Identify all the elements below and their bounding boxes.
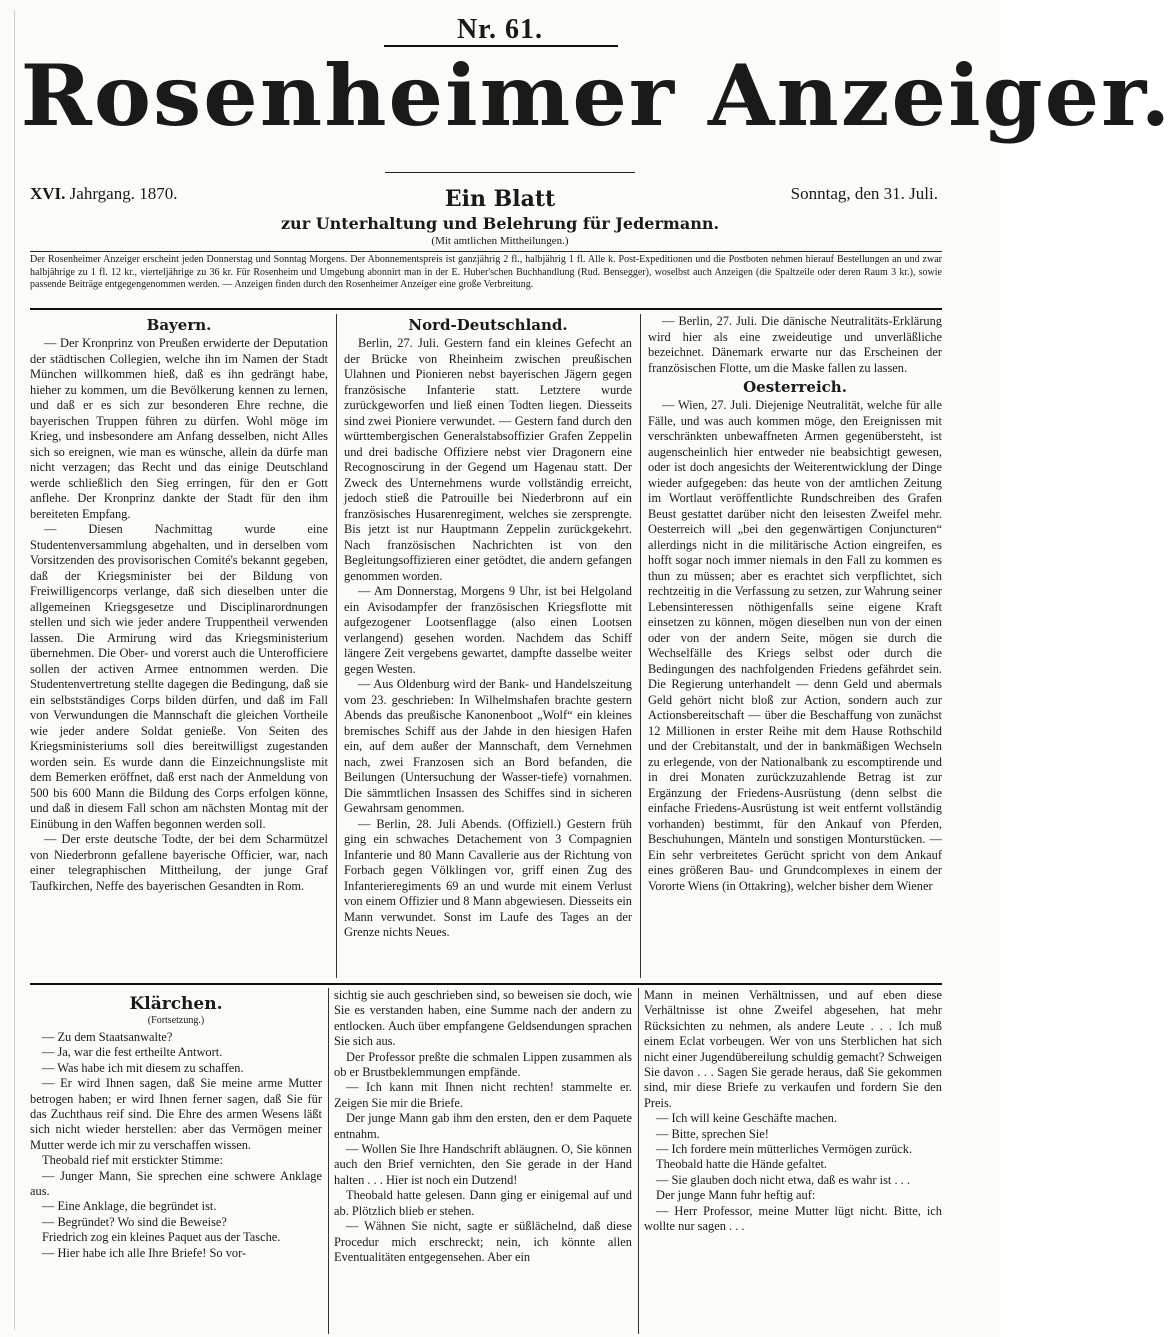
feuilleton-title: Klärchen.	[129, 994, 223, 1014]
section-heading-bayern: Bayern.	[146, 316, 212, 334]
story-paragraph: — Ich will keine Geschäfte machen.	[656, 1111, 837, 1126]
story-paragraph: — Herr Professor, meine Mutter lügt nicht. Bitte, ich wollte nur sagen . . .	[644, 1203, 942, 1234]
article-paragraph: — Aus Oldenburg wird der Bank- und Handelszeitung vom 23. geschrieben: In Wilhelmshafen brachte gestern Abends das preußische Kanonenboot „Wolf“ ein kleines bremisches Schiff aus der Jahde in den hiesigen Hafen ein, auf dem außer der Mannschaft, dem Vernehmen nach, zwei Franzosen sich an Bord befanden, die Beilungen (Untersuchung der Wasser-tiefe) vornahmen. Die sämmtlichen Insassen des Schiffes sind in sicheren Gewahrsam genommen.	[344, 677, 632, 815]
story-paragraph: Mann in meinen Verhältnissen, und auf eben diese Verhältnisse ist ohne Zweifel abgesehen, hat mehr Rücksichten zu nehmen, als andere Leute . . . Ich muß einem Eclat vorbeugen. Wer von uns Sterblichen hat sich nicht einer Jugendübereilung schuldig gemacht? Schweigen Sie davon . . . Sagen Sie gerade heraus, daß Sie gekommen sind, mir diese Briefe zu verkaufen und fordern Sie den Preis.	[644, 988, 942, 1110]
story-paragraph: — Hier habe ich alle Ihre Briefe! So vor-	[42, 1245, 247, 1260]
issue-date: Sonntag, den 31. Juli.	[790, 184, 938, 203]
column-divider	[328, 988, 329, 1334]
column-divider	[640, 314, 641, 978]
story-paragraph: Der Professor preßte die schmalen Lippen zusammen als ob er Brustbeklemmungen empfände.	[334, 1049, 632, 1080]
story-paragraph: — Bitte, sprechen Sie!	[656, 1126, 769, 1141]
feuilleton-column-1	[30, 988, 322, 1330]
story-paragraph: — Wähnen Sie nicht, sagte er süßlächelnd, daß diese Procedur mich erschreckt; nein, ich könnte allen Eventualitäten entgegensehen. Aber ein	[334, 1219, 632, 1264]
story-paragraph: Der junge Mann fuhr heftig auf:	[656, 1188, 816, 1203]
column-bayern	[30, 314, 328, 976]
column-nord-deutschland	[344, 314, 632, 976]
notice-bottom-rule	[30, 308, 942, 310]
story-paragraph: Der junge Mann gab ihm den ersten, den er dem Paquete entnahm.	[334, 1111, 632, 1141]
story-paragraph: Theobald hatte die Hände gefaltet.	[656, 1157, 827, 1172]
feuilleton-column-3	[644, 988, 942, 1330]
story-paragraph: — Begründet? Wo sind die Beweise?	[42, 1214, 227, 1229]
year-text: Jahrgang. 1870.	[69, 184, 178, 203]
article-paragraph: — Wien, 27. Juli. Diejenige Neutralität, welche für alle Fälle, und was auch kommen möge, den Ereignissen mit verschränkten unbewaffneten Armen gegenübersteht, ist augenscheinlich hier entweder nie beabsichtigt gewesen, oder ist doch angesichts der Weiterentwicklung der Dinge wieder aufgegeben: das heute von der amtlichen Zeitung im Wortlaut veröffentlichte Rundschreiben des Grafen Beust gestattet darüber nicht den leisesten Zweifel mehr. Oesterreich will „bei den gegenwärtigen Conjuncturen“ allerdings nicht in die militärische Action eingreifen, es hofft sogar noch immer niemals in den Fall zu kommen es thun zu müssen; aber es erachtet sich verpflichtet, sich rechtzeitig in die Verfassung zu setzen, zur Wahrung seiner Lebensinteressen nöthigenfalls seine eigene Kraft einsetzen zu können, mögen dieselben nun von der einen oder von der andern Seite, mögen sie durch die Wechselfälle des Kriegs selbst oder durch die Bedingungen des nachfolgenden Friedens gefährdet sein. Die Regierung unterhandelt — denn Geld und abermals Geld gehört nicht bloß zur Action, sondern auch zur Actionsbereitschaft — über die Beschaffung von zunächst 12 Millionen in erster Reihe mit dem Hause Rothschild und der Crebitanstalt, und der in bankmäßigen Wechseln zu erlegende, von der Nationalbank zu escomptirende und in drei Monaten zurückzuzahlende Betrag ist zur Ergänzung der Friedens-Ausrüstung (denn selbst die einfache Friedens-Ausrüstung ist weit entfernt vollständig vorhanden) bestimmt, für den Ankauf von Pferden, Beschuhungen, Mänteln und sonstigen Monturstücken. — Ein sehr verbreitetes Gerücht spricht von dem Ankauf eines größeren Bau- und Grundcomplexes in einem der Vororte Wiens (in Ottakring), welcher bisher dem Wiener	[648, 398, 942, 893]
story-paragraph: — Ja, war die fest ertheilte Antwort.	[42, 1045, 223, 1060]
subscription-notice: Der Rosenheimer Anzeiger erscheint jeden Donnerstag und Sonntag Morgens. Der Abonnementspreis ist ganzjährig 2 fl., halbjährig 1 fl. Alle k. Post-Expeditionen und die Postboten nehmen hierauf Bestellungen an und zwar halbjährige zu 1 fl. 12 kr., vierteljährige zu 36 kr. Für Rosenheim und Umgebung abonnirt man in der E. Huber'schen Buchhandlung (Rud. Bensegger), woselbst auch Anzeigen (die Spaltzeile oder deren Raum 3 kr.), sowie passende Beiträge entgegengenommen werden. — Anzeigen finden durch den Rosenheimer Anzeiger eine große Verbreitung.	[30, 254, 942, 291]
story-paragraph: sichtig sie auch geschrieben sind, so beweisen sie doch, wie Sie es verstanden haben, eine Summe nach der andern zu entlocken. Auch über empfangene Geldsendungen sprachen Sie sich aus.	[334, 988, 632, 1049]
notice-top-rule	[30, 251, 942, 252]
column-divider	[638, 988, 639, 1334]
story-paragraph: — Ich kann mit Ihnen nicht rechten! stammelte er. Zeigen Sie mir die Briefe.	[334, 1080, 632, 1110]
column-oesterreich	[648, 314, 942, 976]
issue-number: Nr. 61.	[456, 14, 544, 45]
volume-label: XVI.	[30, 184, 66, 203]
story-paragraph: — Eine Anklage, die begründet ist.	[42, 1199, 217, 1214]
story-paragraph: Theobald rief mit erstickter Stimme:	[42, 1153, 223, 1168]
story-paragraph: — Junger Mann, Sie sprechen eine schwere Anklage aus.	[30, 1168, 322, 1199]
story-paragraph: — Er wird Ihnen sagen, daß Sie meine arme Mutter betrogen haben; er wird Ihnen ferner sagen, daß Sie für das Zuchthaus reif sind. Die Ehre des armen Wesens läßt sich nicht wieder herstellen: aber das Vermögen meiner Mutter werde ich mir zu verschaffen wissen.	[30, 1076, 322, 1152]
article-paragraph: — Am Donnerstag, Morgens 9 Uhr, ist bei Helgoland ein Avisodampfer der französischen Kriegsflotte mit aufgezogener Lootsenflagge (also einen Lootsen verlangend) gesehen worden. Nachdem das Schiff längere Zeit vergebens gewartet, dampfte dasselbe weiter gegen Westen.	[344, 584, 632, 676]
subtagline: (Mit amtlichen Mittheilungen.)	[431, 235, 569, 247]
masthead-rule	[385, 172, 635, 173]
story-paragraph: — Wollen Sie Ihre Handschrift abläugnen. O, Sie können auch den Brief vernichten, den Sie gerade in der Hand halten . . . Hier ist noch ein Dutzend!	[334, 1142, 632, 1187]
article-paragraph: — Diesen Nachmittag wurde eine Studentenversammlung abgehalten, und in derselben vom Vorsitzenden des provisorischen Comité's bekannt gegeben, daß der Kriegsminister bei der Bildung von Freiwilligencorps verlange, daß sich dieselben unter die allgemeinen Kriegsgesetze und Disciplinarordnungen stellen und sich wie jeder andere Truppentheil verwenden lassen. Die Armirung wird das Kriegsministerium übernehmen. Die Ober- und vorerst auch die Unterofficiere sollen der activen Armee entnommen werden. Die Studentenvertretung stellte dagegen die Bedingung, daß sie ein selbstständiges Corps bilden dürfen, und daß im Fall von Verwundungen die Mannschaft die gleichen Vortheile wie jeder andere Soldat genieße. Von Seiten des Kriegsministeriums soll dies bereitwilligst zugestanden worden sein. Es wurde dann die Einzeichnungsliste mit dem Bemerken eröffnet, daß erst nach der Anmeldung von 500 bis 600 Mann die Bildung des Corps erfolgen könne, und daß in diesem Fall schon am nächsten Montag mit der Einübung in den Waffen begonnen werden soll.	[30, 522, 328, 831]
story-paragraph: Theobald hatte gelesen. Dann ging er einigemal auf und ab. Plötzlich blieb er stehen.	[334, 1188, 632, 1218]
column-divider	[336, 314, 337, 978]
story-paragraph: — Zu dem Staatsanwalte?	[42, 1030, 173, 1044]
section-heading-nord-deutschland: Nord-Deutschland.	[408, 316, 568, 334]
story-paragraph: — Was habe ich mit diesem zu schaffen.	[42, 1060, 244, 1075]
section-heading-oesterreich: Oesterreich.	[743, 378, 847, 396]
article-paragraph: Berlin, 27. Juli. Gestern fand ein kleines Gefecht an der Brücke von Rheinheim zwischen preußischen Ulahnen und Pionieren nebst bayerischen Jägern gegen französische Infanterie statt. Letztere wurde zurückgeworfen und ließ einen Todten liegen. Diesseits sind zwei Pioniere verwundet. — Gestern fand durch den württembergischen Generalstabsoffizier Grafen Zeppelin und drei badische Offiziere nebst vier Dragonern eine Recognoscirung in der Gegend um Hagenau statt. Der Zweck des Unternehmens wurde vollständig erreicht, jedoch stieß die Patrouille bei Niederbronn auf ein französisches Husarenregiment, welches sie zersprengte. Bis jetzt ist nur Hauptmann Zeppelin zurückgekehrt. Nach französischen Nachrichten ist von den Begleitungsoffizieren einer getödtet, die andern gefangen genommen worden.	[344, 336, 632, 583]
article-paragraph: — Der erste deutsche Todte, der bei dem Scharmützel von Niederbronn gefallene bayerische Officier, war, nach einer telegraphischen Mittheilung, der junge Graf Taufkirchen, Neffe des bayerischen Gesandten in Rom.	[30, 832, 328, 893]
feuilleton-subtitle: (Fortsetzung.)	[147, 1015, 205, 1026]
feuilleton-rule	[30, 983, 942, 985]
masthead-title: Rosenheimer Anzeiger.	[20, 46, 1172, 145]
story-paragraph: — Sie glauben doch nicht etwa, daß es wahr ist . . .	[656, 1172, 910, 1187]
feuilleton-column-2	[334, 988, 632, 1330]
article-paragraph: — Berlin, 28. Juli Abends. (Offiziell.) Gestern früh ging ein schwaches Detachement von 3 Compagnien Infanterie und 80 Mann Cavallerie aus der Richtung von Forbach gegen Völklingen vor, griff einen Zug des Infanterieregiments 69 an und wurde mit einem Verlust von einem Offizier und 8 Mann abgewiesen. Diesseits ein Mann verwundet. Sonst im Laufe des Tages an der Grenze nichts Neues.	[344, 816, 632, 939]
blatt-title: Ein Blatt	[444, 186, 556, 212]
story-paragraph: Friedrich zog ein kleines Paquet aus der Tasche.	[42, 1230, 281, 1245]
tagline: zur Unterhaltung und Belehrung für Jedermann.	[280, 214, 720, 233]
article-paragraph: — Berlin, 27. Juli. Die dänische Neutralitäts-Erklärung wird hier als eine zweideutige und unverläßliche bezeichnet. Dänemark erwarte nur das Erscheinen der französischen Flotte, um die Maske fallen zu lassen.	[648, 314, 942, 375]
story-paragraph: — Ich fordere mein mütterliches Vermögen zurück.	[656, 1142, 913, 1157]
article-paragraph: — Der Kronprinz von Preußen erwiderte der Deputation der städtischen Collegien, welche ihn im Namen der Stadt München willkommen hieß, daß es ihn gedrängt habe, hieher zu kommen, um die Bevölkerung kennen zu lernen, und daß er es sich zur besonderen Ehre rechne, die bayerischen Truppen führen zu dürfen. Wohl möge im Krieg, und insbesondere am Anfang desselben, nicht Alles sich so ereignen, wie man es wünsche, allein da dürfe man nicht verzagen; das Recht und das einige Deutschland werde schließlich den Sieg erringen, für den er Gott anflehe. Der Kronprinz dankte der Stadt für den ihm bereiteten Empfang.	[30, 336, 328, 521]
